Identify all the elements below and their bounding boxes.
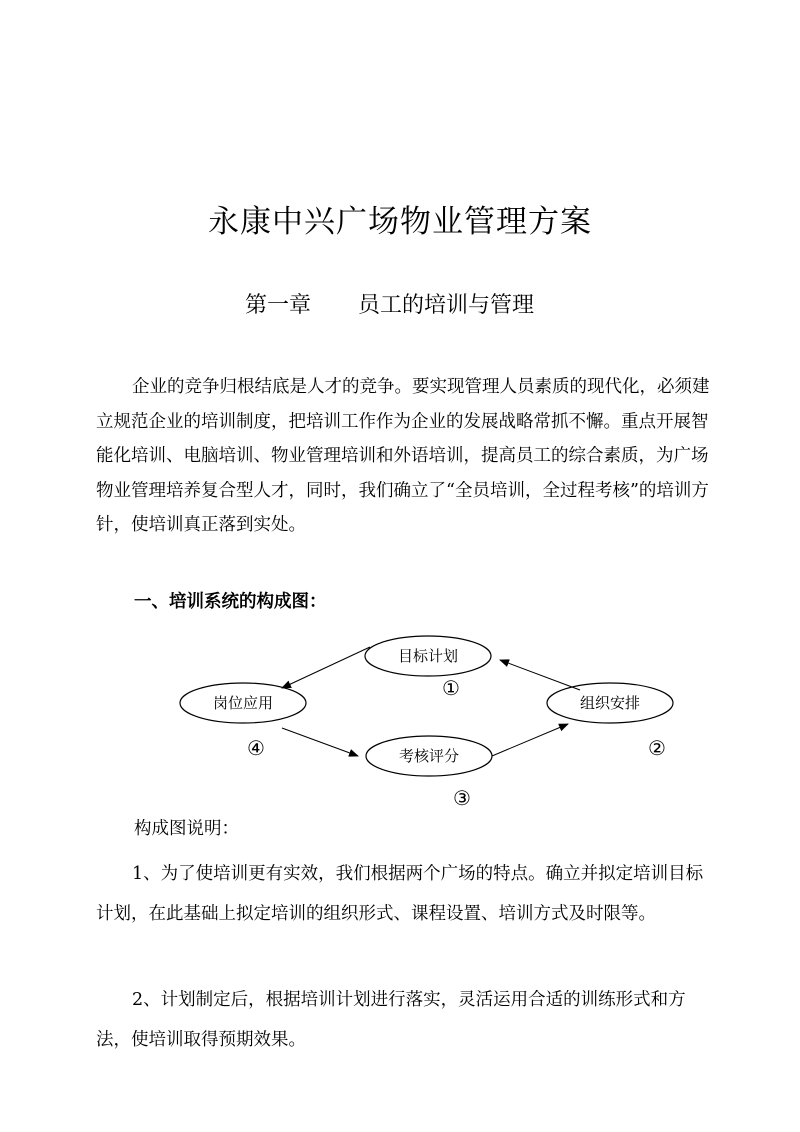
explanation-title: 构成图说明： bbox=[134, 819, 239, 839]
chapter-title: 员工的培训与管理 bbox=[358, 293, 535, 318]
chapter-number: 第一章 bbox=[245, 293, 312, 318]
marker-2: ② bbox=[648, 736, 666, 760]
intro-paragraph: 企业的竞争归根结底是人才的竞争。要实现管理人员素质的现代化，必须建立规范企业的培训制度，把培训工作作为企业的发展战略常抓不懈。重点开展智能化培训、电脑培训、物业管理培训和外语培训，提高员工的综合素质，为广场物业管理培养复合型人才，同时，我们确立了“全员培训，全过程考核”的培训方针，使培训真正落到实处。 bbox=[96, 377, 710, 535]
explanation-item-2: 2、计划制定后，根据培训计划进行落实，灵活运用合适的训练形式和方法，使培训取得预期效果。 bbox=[96, 990, 686, 1050]
marker-3: ③ bbox=[453, 786, 471, 810]
node-evaluate-label: 考核评分 bbox=[398, 747, 459, 765]
marker-4: ④ bbox=[247, 736, 265, 760]
arrow-plan-to-apply bbox=[282, 647, 370, 688]
arrow-organize-to-plan bbox=[500, 660, 580, 690]
arrow-apply-to-evaluate bbox=[282, 728, 358, 756]
marker-1: ① bbox=[442, 676, 460, 700]
node-organize-label: 组织安排 bbox=[579, 694, 640, 712]
explanation-item-1: 1、为了使培训更有实效，我们根据两个广场的特点。确立并拟定培训目标计划，在此基础上拟定培训的组织形式、课程设置、培训方式及时限等。 bbox=[96, 864, 704, 924]
document-title: 永康中兴广场物业管理方案 bbox=[208, 204, 592, 240]
training-system-diagram bbox=[170, 628, 710, 813]
node-plan-label: 目标计划 bbox=[397, 647, 458, 665]
node-apply-label: 岗位应用 bbox=[212, 694, 273, 712]
arrow-evaluate-to-organize bbox=[492, 724, 568, 756]
chapter-heading bbox=[0, 289, 800, 323]
section-heading: 一、培训系统的构成图： bbox=[134, 592, 327, 612]
